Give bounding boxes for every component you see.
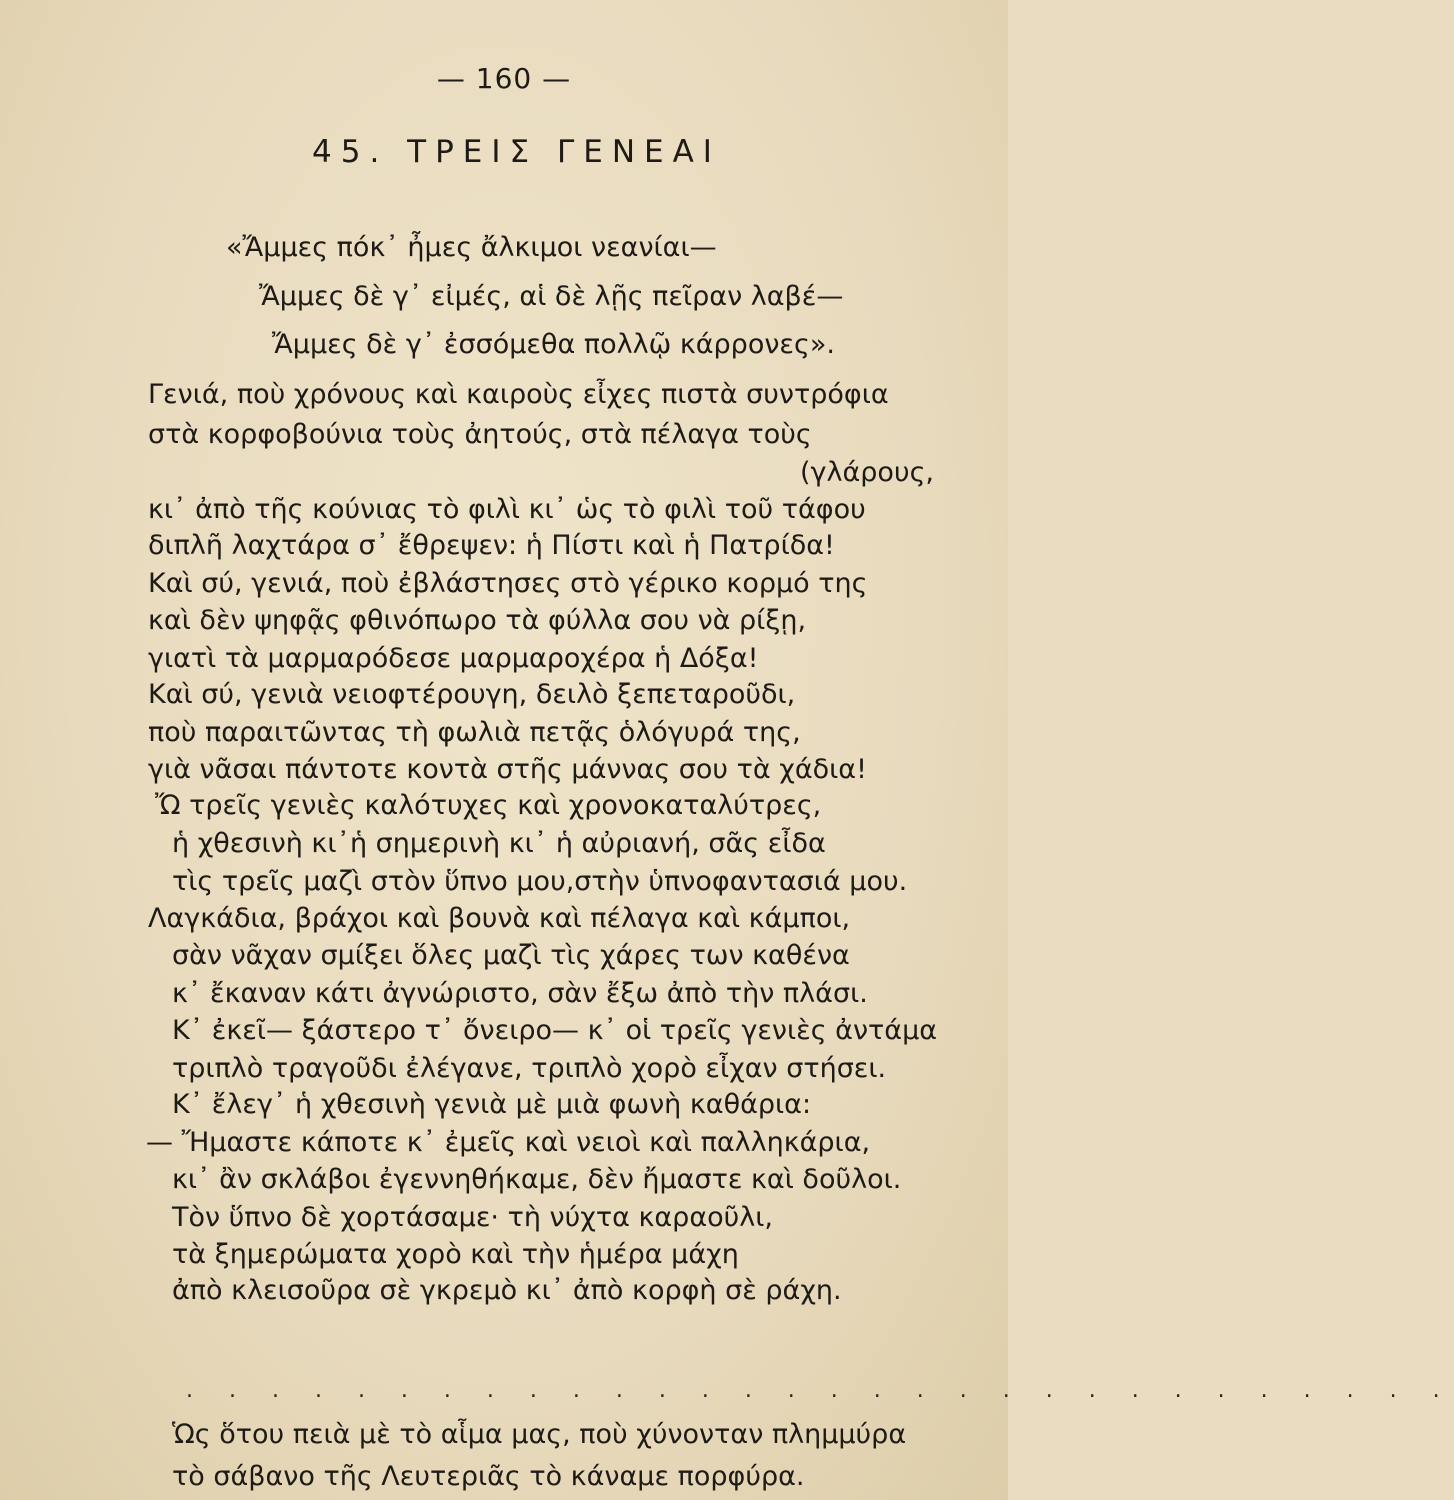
epigraph-line: Ἄμμες δὲ γ᾽ εἰμές, αἱ δὲ λῇς πεῖραν λαβέ— — [259, 281, 844, 312]
poem-line: Κ᾽ ἔλεγ᾽ ἡ χθεσινὴ γενιὰ μὲ μιὰ φωνὴ καθάρια: — [172, 1089, 812, 1121]
poem-line: τὸ σάβανο τῆς Λευτεριᾶς τὸ κάναμε πορφύρα. — [172, 1461, 805, 1492]
poem-line: ποὺ παραιτῶντας τὴ φωλιὰ πετᾷς ὁλόγυρά της, — [148, 716, 801, 748]
poem-line: ἡ χθεσινὴ κι᾽ἡ σημερινὴ κι᾽ ἡ αὐριανή, σᾶς εἶδα — [172, 828, 826, 860]
poem-line: διπλῆ λαχτάρα σ᾽ ἔθρεψεν: ἡ Πίστι καὶ ἡ Πατρίδα! — [148, 529, 835, 561]
poem-line: Καὶ σύ, γενιά, ποὺ ἐβλάστησες στὸ γέρικο κορμό της — [148, 567, 868, 599]
poem-line: (γλάρους, — [800, 456, 934, 488]
poem-title: 45. ΤΡΕΙΣ ΓΕΝΕΑΙ — [312, 134, 721, 170]
poem-line: Γενιά, ποὺ χρόνους καὶ καιροὺς εἶχες πιστὰ συντρόφια — [148, 379, 889, 410]
poem-line: ἀπὸ κλεισοῦρα σὲ γκρεμὸ κι᾽ ἀπὸ κορφὴ σὲ ράχη. — [172, 1275, 842, 1307]
poem-line: κ᾽ ἔκαναν κάτι ἀγνώριστο, σὰν ἔξω ἀπὸ τὴν πλάσι. — [172, 978, 868, 1010]
poem-line: γιὰ νᾶσαι πάντοτε κοντὰ στῆς μάννας σου τὰ χάδια! — [148, 753, 867, 785]
poem-line: σὰν νᾶχαν σμίξει ὅλες μαζὶ τὶς χάρες των καθένα — [172, 940, 850, 972]
page-number: — 160 — — [436, 62, 572, 95]
poem-line: τὶς τρεῖς μαζὶ στὸν ὕπνο μου,στὴν ὑπνοφαντασιά μου. — [172, 865, 908, 897]
poem-line: Τὸν ὕπνο δὲ χορτάσαμε· τὴ νύχτα καραοῦλι, — [172, 1201, 773, 1233]
poem-line: Λαγκάδια, βράχοι καὶ βουνὰ καὶ πέλαγα καὶ κάμποι, — [148, 902, 851, 934]
poem-line: Ὡς ὅτου πειὰ μὲ τὸ αἷμα μας, ποὺ χύνονταν πλημμύρα — [172, 1419, 907, 1450]
poem-line: τὰ ξημερώματα χορὸ καὶ τὴν ἡμέρα μάχη — [172, 1238, 739, 1270]
poem-line: κι᾽ ἀπὸ τῆς κούνιας τὸ φιλὶ κι᾽ ὡς τὸ φιλὶ τοῦ τάφου — [148, 493, 866, 525]
poem-line: γιατὶ τὰ μαρμαρόδεσε μαρμαροχέρα ἡ Δόξα! — [148, 642, 759, 674]
poem-line: τριπλὸ τραγοῦδι ἐλέγανε, τριπλὸ χορὸ εἶχαν στήσει. — [172, 1052, 887, 1084]
poem-line: καὶ δὲν ψηφᾷς φθινόπωρο τὰ φύλλα σου νὰ ρίξῃ, — [148, 605, 807, 637]
poem-line: Κ᾽ ἐκεῖ— ξάστερο τ᾽ ὄνειρο— κ᾽ οἱ τρεῖς γενιὲς ἀντάμα — [172, 1014, 938, 1046]
epigraph-line: Ἄμμες δὲ γ᾽ ἐσσόμεθα πολλῷ κάρρονες». — [272, 329, 835, 360]
epigraph-line: «Ἄμμες πόκ᾽ ἦμες ἄλκιμοι νεανίαι— — [226, 232, 717, 263]
poem-line: — Ἤμαστε κάποτε κ᾽ ἐμεῖς καὶ νειοὶ καὶ παλληκάρια, — [146, 1127, 871, 1159]
poem-line: Καὶ σύ, γενιὰ νειοφτέρουγη, δειλὸ ξεπεταροῦδι, — [148, 678, 796, 710]
poem-line: Ὤ τρεῖς γενιὲς καλότυχες καὶ χρονοκαταλύτρες, — [155, 790, 822, 822]
poem-line: κι᾽ ἂν σκλάβοι ἐγεννηθήκαμε, δὲν ἤμαστε καὶ δοῦλοι. — [172, 1164, 902, 1195]
poem-line: στὰ κορφοβούνια τοὺς ἀητούς, στὰ πέλαγα τοὺς — [148, 419, 812, 451]
ellipsis-divider: . . . . . . . . . . . . . . . . . . . . . . . . . . . . . . — [186, 1378, 1454, 1403]
